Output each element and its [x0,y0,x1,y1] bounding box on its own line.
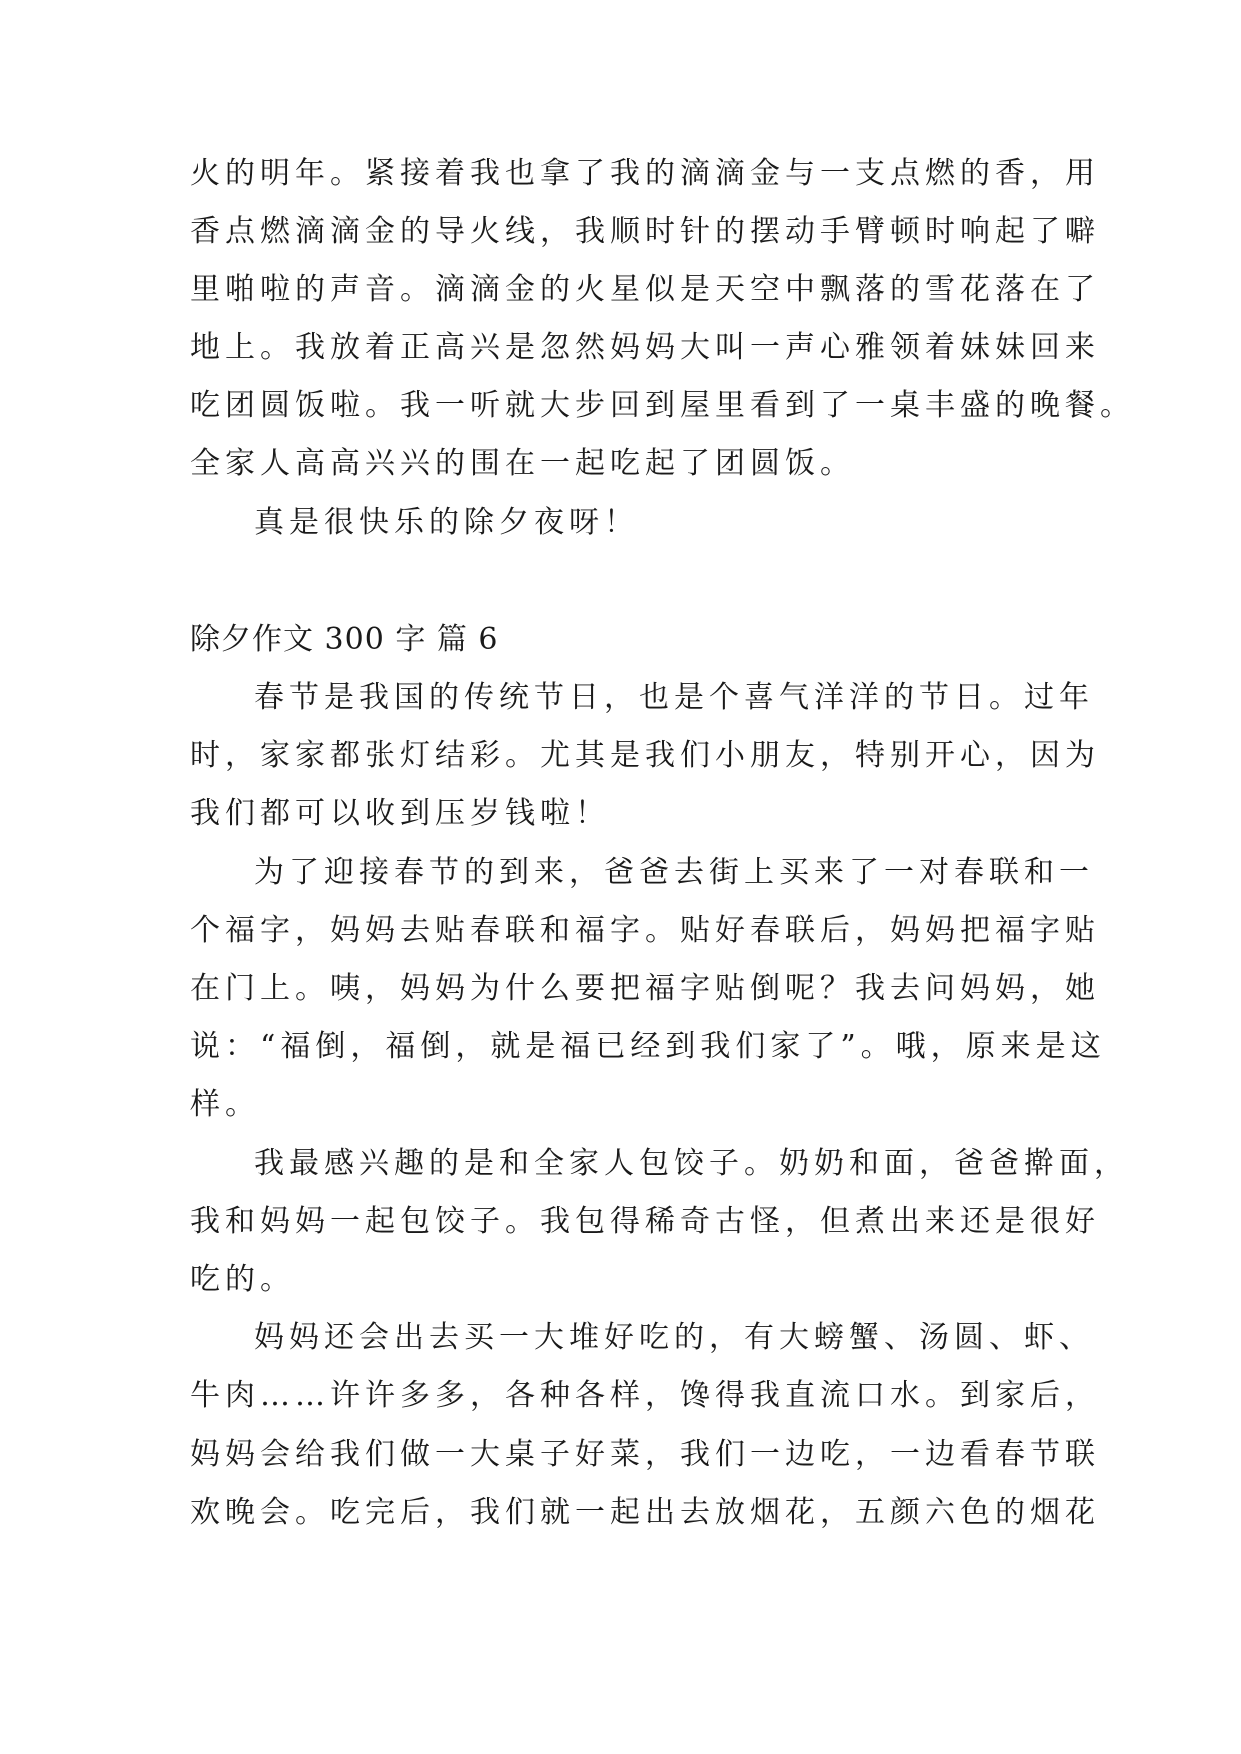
section-title: 除夕作文 300 字 篇 6 [190,622,499,657]
paragraph-line: 妈妈会给我们做一大桌子好菜，我们一边吃，一边看春节联 [190,1437,1100,1472]
paragraph-line: 在门上。咦，妈妈为什么要把福字贴倒呢？我去问妈妈，她 [190,971,1100,1006]
paragraph-line: 个福字，妈妈去贴春联和福字。贴好春联后，妈妈把福字贴 [190,913,1100,948]
paragraph-line: 我和妈妈一起包饺子。我包得稀奇古怪，但煮出来还是很好 [190,1204,1100,1239]
paragraph-line: 牛肉……许许多多，各种各样，馋得我直流口水。到家后， [190,1378,1100,1413]
paragraph-line: 吃的。 [190,1262,295,1297]
text-line: 吃团圆饭啦。我一听就大步回到屋里看到了一桌丰盛的晚餐。 [190,388,1135,423]
paragraph-line: 时，家家都张灯结彩。尤其是我们小朋友，特别开心，因为 [190,738,1100,773]
text-line: 里啪啦的声音。滴滴金的火星似是天空中飘落的雪花落在了 [190,272,1100,307]
paragraph-line: 春节是我国的传统节日，也是个喜气洋洋的节日。过年 [254,680,1094,715]
paragraph-line: 欢晚会。吃完后，我们就一起出去放烟花，五颜六色的烟花 [190,1495,1100,1530]
text-line: 真是很快乐的除夕夜呀！ [254,505,639,540]
text-line: 火的明年。紧接着我也拿了我的滴滴金与一支点燃的香，用 [190,156,1100,191]
paragraph-line: 我们都可以收到压岁钱啦！ [190,796,610,831]
text-line: 香点燃滴滴金的导火线，我顺时针的摆动手臂顿时响起了噼 [190,214,1100,249]
text-line: 全家人高高兴兴的围在一起吃起了团圆饭。 [190,446,855,481]
paragraph-line: 样。 [190,1087,260,1122]
paragraph-line: 我最感兴趣的是和全家人包饺子。奶奶和面，爸爸擀面， [254,1146,1129,1181]
text-line: 地上。我放着正高兴是忽然妈妈大叫一声心雅领着妹妹回来 [190,330,1100,365]
paragraph-line: 说：“福倒，福倒，就是福已经到我们家了”。哦，原来是这 [190,1029,1106,1064]
paragraph-line: 妈妈还会出去买一大堆好吃的，有大螃蟹、汤圆、虾、 [254,1320,1094,1355]
paragraph-line: 为了迎接春节的到来，爸爸去街上买来了一对春联和一 [254,855,1094,890]
